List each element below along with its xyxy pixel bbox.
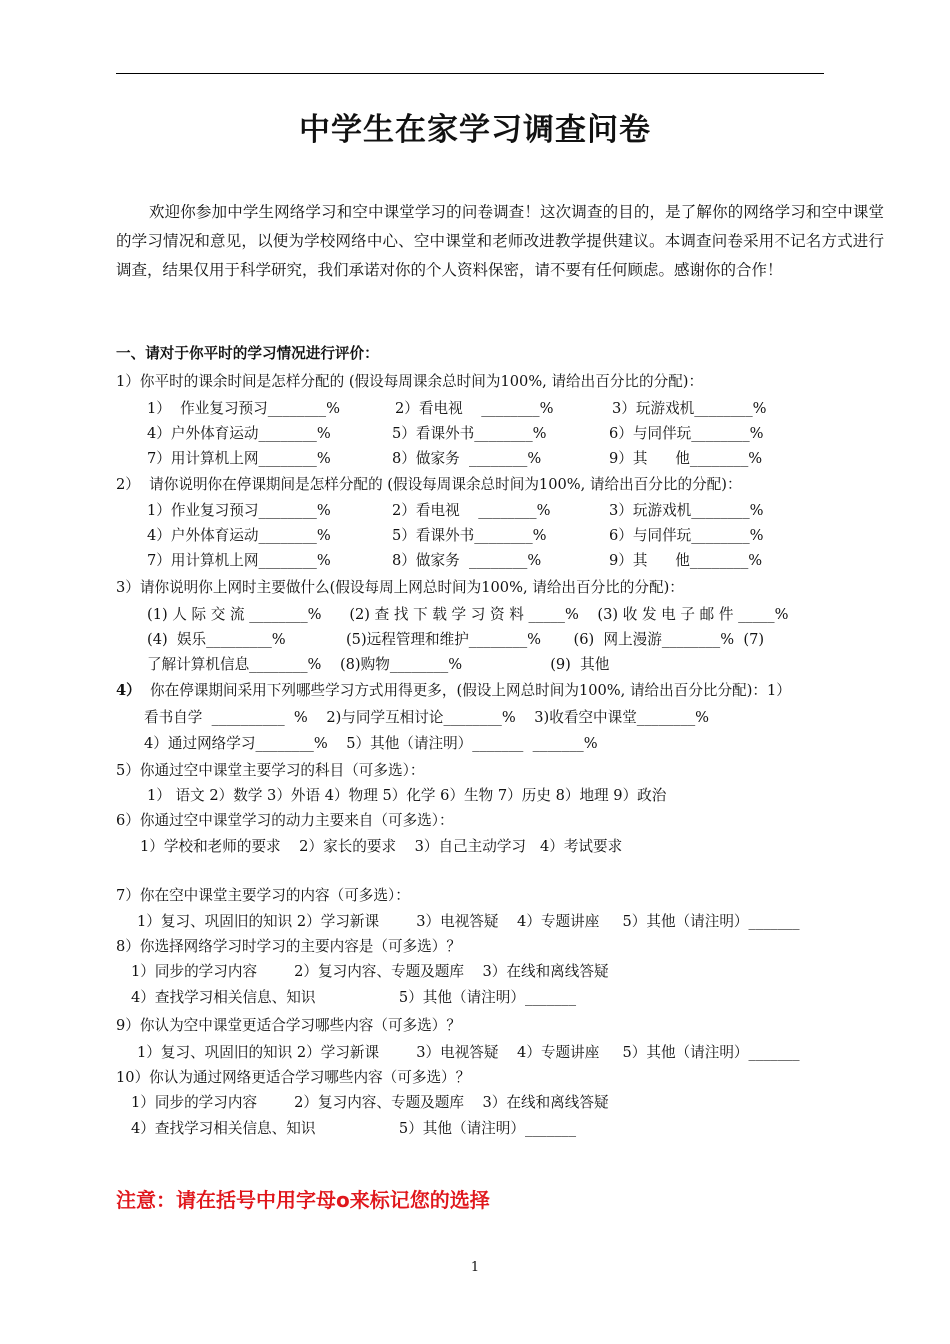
q8-options-line: 1）同步的学习内容 2）复习内容、专题及题库 3）在线和离线答疑 [131, 963, 609, 980]
q10-text: 10）你认为通过网络更适合学习哪些内容（可多选）？ [116, 1069, 471, 1086]
q5-text: 5）你通过空中课堂主要学习的科目（可多选）： [116, 762, 425, 779]
q1-option: 8）做家务 ________% [392, 450, 542, 467]
q1-option: 3）玩游戏机________% [612, 400, 767, 417]
q7-options-line: 1）复习、巩固旧的知识 2）学习新课 3）电视答疑 4）专题讲座 5）其他（请注明）_______ [137, 913, 800, 930]
q1-option: 6）与同伴玩________% [609, 425, 764, 442]
q2-text: 2） 请你说明你在停课期间是怎样分配的 (假设每周课余总时间为100%, 请给出百分比的分配)： [116, 476, 742, 493]
header-rule [116, 73, 824, 74]
q2-option: 9）其 他________% [609, 552, 763, 569]
q4-text [116, 681, 791, 701]
q1-option: 4）户外体育运动________% [147, 425, 331, 442]
q1-option: 9）其 他________% [609, 450, 763, 467]
q3-options-line: (4) 娱乐_________% (5)远程管理和维护________% (6) 网上漫游________% (7) [147, 631, 765, 648]
q8-options-line: 4）查找学习相关信息、知识 5）其他（请注明）_______ [131, 989, 577, 1006]
q8-text: 8）你选择网络学习时学习的主要内容是（可多选）？ [116, 938, 461, 955]
q1-option: 1） 作业复习预习________% [147, 400, 340, 417]
section-1-heading: 一、请对于你平时的学习情况进行评价： [116, 345, 379, 362]
intro-paragraph: 欢迎你参加中学生网络学习和空中课堂学习的问卷调查！这次调查的目的，是了解你的网络学习和空中课堂的学习情况和意见，以便为学校网络中心、空中课堂和老师改进教学提供建议。本调查问卷采用不记名方式进行调查，结果仅用于科学研究，我们承诺对你的个人资料保密，请不要有任何顾虑。感谢你的合作！ [116, 203, 884, 279]
q1-option: 2）看电视 ________% [395, 400, 554, 417]
q2-option: 5）看课外书________% [392, 527, 547, 544]
q10-options-line: 4）查找学习相关信息、知识 5）其他（请注明）_______ [131, 1120, 577, 1137]
q1-text: 1）你平时的课余时间是怎样分配的 (假设每周课余总时间为100%, 请给出百分比的分配)： [116, 373, 704, 390]
page-number: 1 [470, 1260, 480, 1275]
q10-options-line: 1）同步的学习内容 2）复习内容、专题及题库 3）在线和离线答疑 [131, 1094, 609, 1111]
q3-options-line: 了解计算机信息________% (8)购物________% (9) 其他 [147, 656, 610, 673]
q1-option: 7）用计算机上网________% [147, 450, 331, 467]
document-title: 中学生在家学习调查问卷 [299, 112, 651, 148]
q5-options-line: 1） 语文 2）数学 3）外语 4）物理 5）化学 6）生物 7）历史 8）地理 9）政治 [147, 787, 667, 804]
selection-note: 注意：请在括号中用字母o来标记您的选择 [116, 1188, 490, 1212]
q9-text: 9）你认为空中课堂更适合学习哪些内容（可多选）？ [116, 1017, 461, 1034]
q1-option: 5）看课外书________% [392, 425, 547, 442]
q2-option: 3）玩游戏机________% [609, 502, 764, 519]
q6-text: 6）你通过空中课堂学习的动力主要来自（可多选）： [116, 812, 454, 829]
q2-option: 2）看电视 ________% [392, 502, 551, 519]
q2-option: 4）户外体育运动________% [147, 527, 331, 544]
q9-options-line: 1）复习、巩固旧的知识 2）学习新课 3）电视答疑 4）专题讲座 5）其他（请注明）_______ [137, 1044, 800, 1061]
q6-options-line: 1）学校和老师的要求 2）家长的要求 3）自己主动学习 4）考试要求 [140, 838, 623, 855]
q2-option: 7）用计算机上网________% [147, 552, 331, 569]
q4-options-line: 4）通过网络学习________% 5）其他（请注明）_______ _______% [144, 735, 598, 752]
q7-text: 7）你在空中课堂主要学习的内容（可多选）： [116, 887, 410, 904]
q3-options-line: (1) 人 际 交 流 ________% (2) 查 找 下 载 学 习 资 料 _____% (3) 收 发 电 子 邮 件 _____% [147, 606, 789, 623]
q2-option: 6）与同伴玩________% [609, 527, 764, 544]
q4-options-line: 看书自学 __________ % 2)与同学互相讨论________% 3)收看空中课堂________% [144, 709, 710, 726]
q3-text: 3）请你说明你上网时主要做什么(假设每周上网总时间为100%, 请给出百分比的分配)： [116, 579, 684, 596]
q2-option: 1）作业复习预习________% [147, 502, 331, 519]
q4-number: 4） [116, 682, 141, 699]
q4-question: 你在停课期间采用下列哪些学习方式用得更多，(假设上网总时间为100%, 请给出百分比分配)：1） [140, 682, 791, 699]
q2-option: 8）做家务 ________% [392, 552, 542, 569]
